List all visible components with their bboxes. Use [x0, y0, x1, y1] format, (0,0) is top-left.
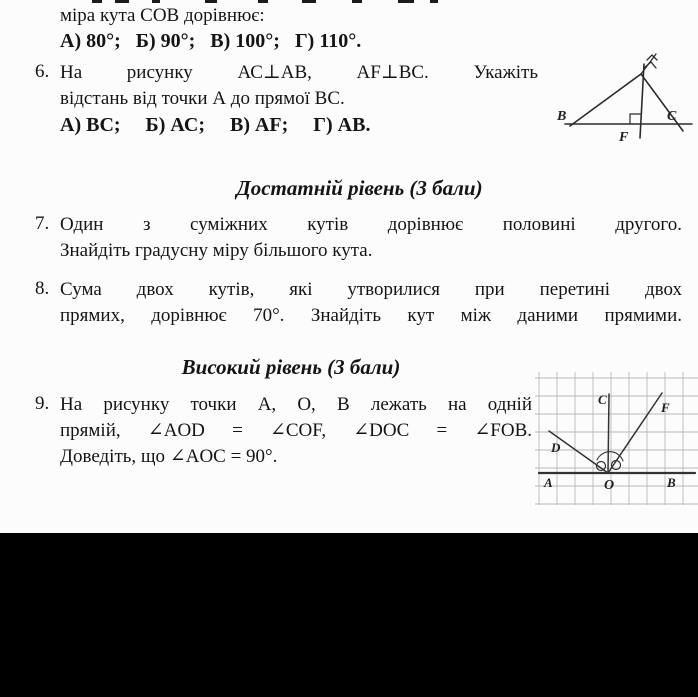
heading-sufficient-level: Достатній рівень (3 бали) [236, 176, 483, 200]
cropped-line-fragment [302, 0, 316, 3]
question-6-line-1: На рисунку АС⊥АВ, AF⊥BC. Укажіть [60, 62, 538, 83]
cropped-line-fragment [152, 0, 160, 3]
cropped-line-fragment [398, 0, 414, 3]
cropped-line-fragment [92, 0, 102, 3]
question-7-number: 7. [35, 213, 50, 234]
question-7-line-1: Один з суміжних кутів дорівнює половині другого. [60, 214, 682, 235]
triangle-label-c: C [667, 109, 677, 124]
cropped-line-fragment [205, 0, 217, 3]
question-9-line-1: На рисунку точки А, О, В лежать на одній [60, 394, 532, 415]
question-6-line-2: відстань від точки А до прямої ВС. [60, 88, 345, 109]
cropped-line-fragment [430, 0, 438, 3]
angles-grid-figure [535, 372, 698, 505]
question-8-number: 8. [35, 278, 50, 299]
cropped-line-fragment [258, 0, 268, 3]
right-angle-mark-f [630, 114, 640, 124]
cropped-line-fragment [352, 0, 362, 3]
grid-label-o: O [604, 478, 615, 493]
grid-label-d: D [551, 440, 561, 455]
grid-label-b: B [667, 475, 676, 490]
triangle-side-ac [641, 74, 683, 131]
intro-answer-options: А) 80°; Б) 90°; В) 100°; Г) 110°. [60, 30, 362, 52]
question-9-line-2: прямій, ∠AOD = ∠COF, ∠DOC = ∠FOB. [60, 420, 532, 441]
question-7-line-2: Знайдіть градусну міру більшого кута. [60, 240, 373, 261]
triangle-label-b: B [557, 109, 567, 124]
question-6-number: 6. [35, 61, 50, 82]
ray-oc [608, 394, 609, 473]
triangle-label-f: F [619, 130, 629, 145]
question-9-line-3: Доведіть, що ∠AOC = 90°. [60, 446, 278, 467]
cropped-line-fragment [115, 0, 129, 3]
question-8-line-2: прямих, дорівнює 70°. Знайдіть кут між даними прямими. [60, 305, 682, 326]
triangle-figure [540, 52, 698, 152]
bottom-letterbox [0, 533, 698, 697]
question-8-line-1: Сума двох кутів, які утворилися при перетині двох [60, 279, 682, 300]
question-9-number: 9. [35, 393, 50, 414]
intro-text-line: міра кута СОВ дорівнює: [60, 5, 265, 26]
question-6-answer-options: А) ВС; Б) АС; В) AF; Г) АВ. [60, 114, 371, 136]
grid-label-c: C [598, 392, 607, 407]
heading-high-level: Високий рівень (3 бали) [181, 355, 401, 379]
grid-label-f: F [661, 400, 670, 415]
grid-label-a: A [544, 475, 553, 490]
